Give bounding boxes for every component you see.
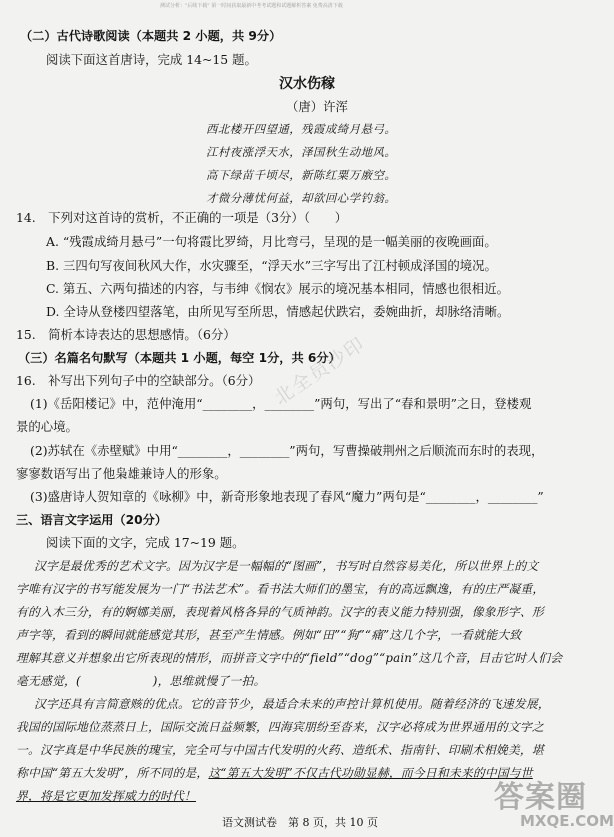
- passage-line: 汉字还具有言简意赅的优点。它的音节少，最适合未来的声控计算机使用。随着经济的飞速发展，: [34, 697, 550, 711]
- passage-plain-text: 称中国“第五大发明”，所不同的是，: [16, 766, 209, 780]
- watermark: 北全员沙印: [270, 332, 370, 410]
- q16-stem: 16. 补写出下列句子中的空缺部分。（6分）: [16, 373, 261, 388]
- passage-line: 理解其意义并想象出它所表现的情形，而拼音文字中的“field”“dog”“pain”这几个音，目击它时人们会: [16, 651, 563, 665]
- passage-line: 汉字是最优秀的艺术文字。因为汉字是一幅幅的“图画”，书写时自然容易美化，所以世界上的文: [34, 559, 539, 573]
- passage-line: 有的入木三分，有的婀娜美丽，表现着风格各异的气质神韵。汉字的表义能力特别强，像象形字、形: [16, 605, 544, 619]
- passage-line-blank: 毫无感觉，( )，思维就慢了一拍。: [16, 674, 266, 688]
- poem-author: （唐）许浑: [286, 99, 348, 114]
- q14-option-d: D. 全诗从登楼四望落笔，由所见写至所思，情感起伏跌宕，委婉曲折，却脉络清晰。: [46, 304, 510, 319]
- q14-option-a: A. “残霞成绮月悬弓”一句将霞比罗绮，月比弯弓，呈现的是一幅美丽的夜晚画面。: [46, 234, 497, 249]
- passage-line: 我国的国际地位蒸蒸日上，国际交流日益频繁，四海宾朋纷至沓来，汉字必将成为世界通用的文字之: [16, 720, 544, 734]
- q16-item2-line2: 寥寥数语写出了他枭雄兼诗人的形象。: [16, 466, 227, 481]
- passage-line: 一。汉字真是中华民族的瑰宝，完全可与中国古代发明的火药、造纸术、指南针、印刷术相娩美，堪: [16, 743, 544, 757]
- q14-option-c: C. 第五、六两句描述的内容，与韦绅《悯农》展示的境况基本相同，情感也很相近。: [46, 281, 509, 296]
- q16-item1-line1: (1)《岳阳楼记》中，范仲淹用“________，________”两句，写出了“春和景明”之日，登楼观: [30, 396, 532, 411]
- passage-line: 声字等，看到的瞬间就能感觉其形，甚至产生情感。例如“田”“狗”“痛”这几个字，一看就能大致: [16, 628, 522, 642]
- underlined-sentence-end: 界，将是它更加发挥威力的时代！: [16, 789, 196, 803]
- poem-line-4: 才微分薄忧何益，却欲回心学钓翁。: [206, 191, 397, 205]
- brand-logo: [486, 768, 614, 837]
- q14-stem: 14. 下列对这首诗的赏析，不正确的一项是（3分）（ ）: [16, 210, 348, 225]
- passage-line: 字唯有汉字的书写能发展为一门“书法艺术”。看书法大师们的墨宝，有的高远飘逸，有的庄严凝重，: [16, 582, 545, 596]
- underlined-sentence: 这“第五大发明”不仅古代功勋显赫，而今日和未来的中国与世: [208, 766, 533, 780]
- q16-item3: (3)盛唐诗人贺知章的《咏柳》中，新奇形象地表现了春风“魔力”两句是“________，________”: [30, 489, 544, 504]
- header-note: 测试分析："后续下载" 第一时间获取最新中考考试题和试题解析答案 免费高清下载: [160, 3, 343, 9]
- q15-stem: 15. 简析本诗表达的思想感情。（6分）: [16, 327, 236, 342]
- section3-heading: （三）名篇名句默写（本题共 1 小题，每空 1分，共 6分）: [18, 351, 341, 365]
- q14-option-b: B. 三四句写夜间秋风大作，水灾骤至，“浮天水”三字写出了江村顿成泽国的境况。: [46, 258, 497, 273]
- poem-line-2: 江村夜涨浮天水，泽国秋生动地风。: [206, 145, 397, 159]
- language-instruction: 阅读下面的文字，完成 17~19 题。: [46, 535, 245, 550]
- section2-instruction: 阅读下面这首唐诗，完成 14~15 题。: [46, 52, 257, 67]
- brand-logo-text: 答案圈: [494, 780, 587, 815]
- q16-item2-line1: (2)苏轼在《赤壁赋》中用“________，________”两句，写曹操破荆州之后顺流而东时的表现，: [30, 443, 544, 458]
- q16-item1-line2: 景的心境。: [16, 419, 78, 434]
- page-footer: 语文测试卷 第 8 页，共 10 页: [222, 816, 378, 829]
- poem-line-3: 高下绿苗千顷尽，新陈红粟万廒空。: [206, 168, 397, 182]
- section2-heading: （二）古代诗歌阅读（本题共 2 小题，共 9分）: [20, 29, 282, 43]
- brand-logo-url: MXQE.COM: [520, 812, 614, 830]
- passage-line: [16, 765, 533, 781]
- poem-line-1: 西北楼开四望通，残霞成绮月悬弓。: [206, 122, 397, 136]
- poem-title: 汉水伤稼: [279, 76, 335, 92]
- language-section-heading: 三、语言文字运用（20分）: [16, 513, 168, 527]
